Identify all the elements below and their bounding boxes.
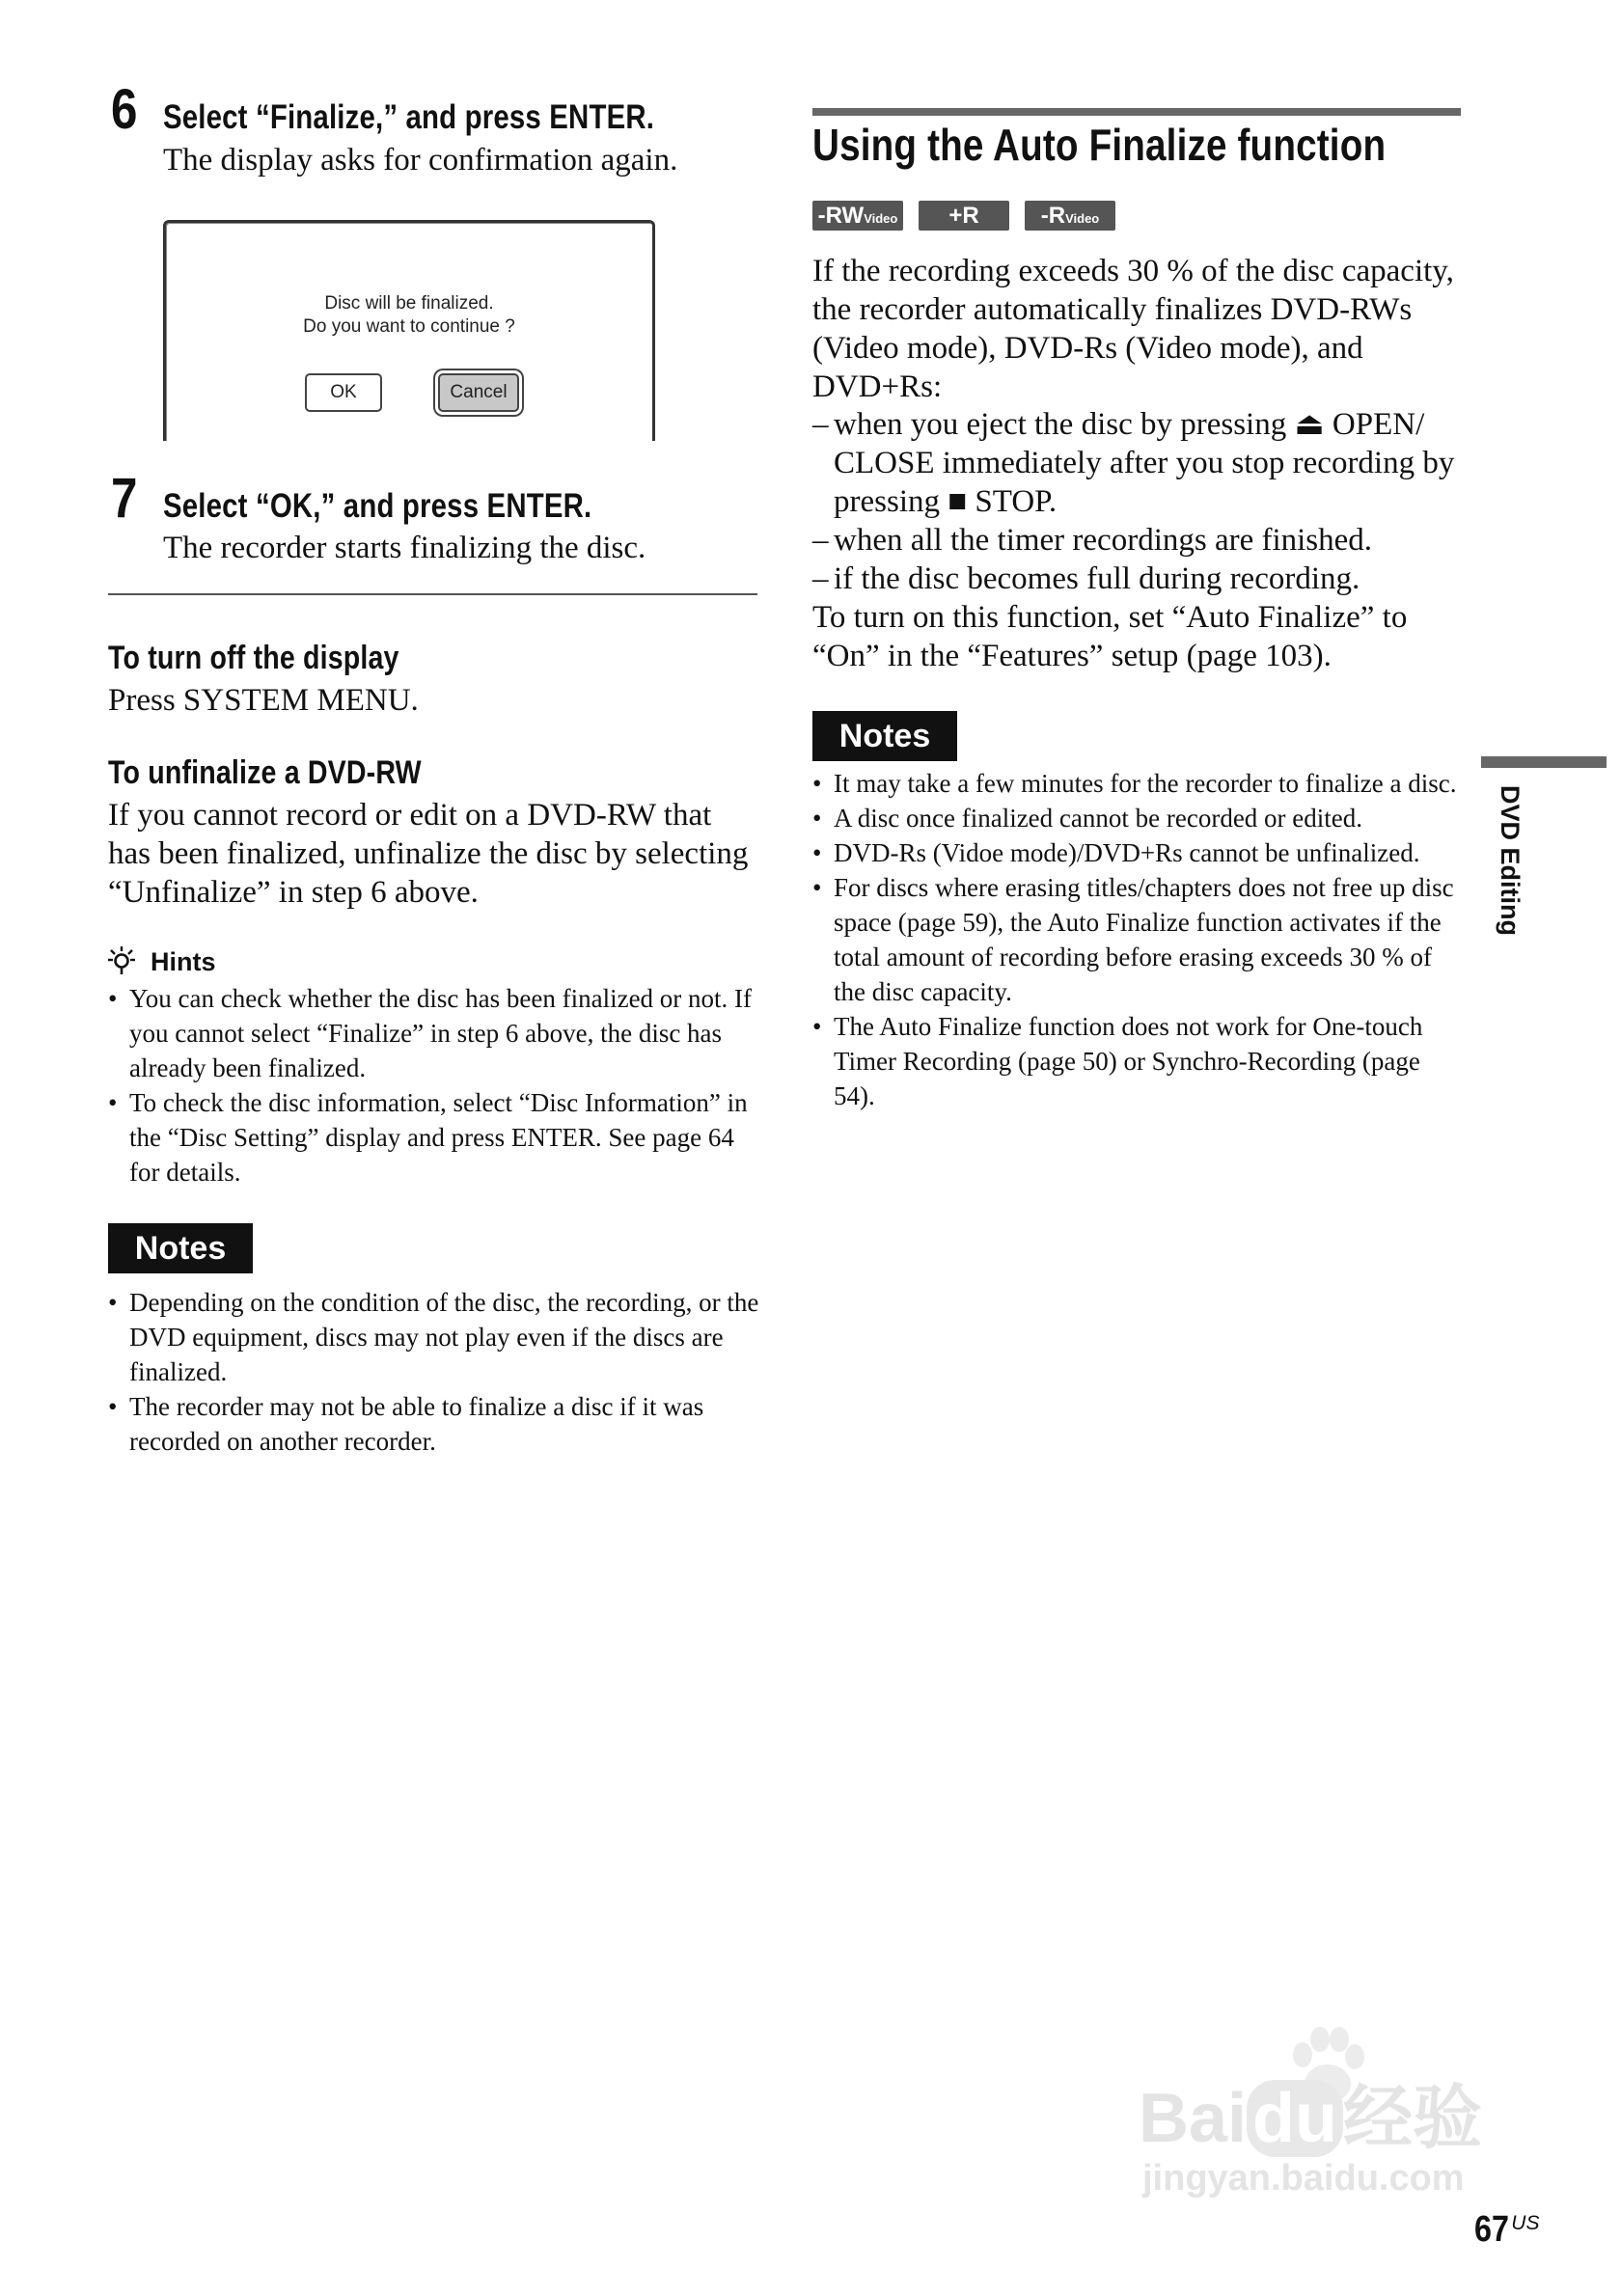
note-item: • It may take a few minutes for the recorder to finalize a disc. — [812, 766, 1465, 801]
turn-off-heading: To turn off the display — [108, 640, 399, 676]
watermark-jingyan: 经验 — [1343, 2080, 1483, 2157]
disc-badge-plus-r: +R — [919, 201, 1009, 231]
ok-button[interactable]: OK — [305, 373, 382, 412]
disc-badge-r-video: -RVideo — [1025, 201, 1115, 231]
condition-item: – when you eject the disc by pressing ⏏ OPEN/ CLOSE immediately after you stop recording by pressing ■ STOP. — [812, 405, 1465, 521]
hint-item: • To check the disc information, select “Disc Information” in the “Disc Setting” display and press ENTER. See page 64 for details. — [108, 1085, 760, 1189]
unfinalize-body: If you cannot record or edit on a DVD-RW that has been finalized, unfinalize the disc by selecting “Unfinalize” in step 6 above. — [108, 798, 749, 910]
auto-finalize-conditions — [812, 405, 1465, 598]
step-6-title: Select “Finalize,” and press ENTER. — [163, 98, 655, 136]
page-number: 67 US — [1474, 2209, 1540, 2250]
cancel-button[interactable]: Cancel — [438, 373, 519, 412]
unfinalize-heading: To unfinalize a DVD-RW — [108, 754, 422, 791]
section-side-tab — [1481, 756, 1607, 768]
auto-finalize-outro: To turn on this function, set “Auto Finalize” to “On” in the “Features” setup (page 103). — [812, 600, 1408, 673]
step-6-number: 6 — [111, 78, 138, 141]
section-side-label: DVD Editing — [1496, 785, 1525, 936]
screen-message-line-1: Disc will be finalized. — [324, 293, 494, 314]
step-7-body: The recorder starts finalizing the disc. — [163, 531, 646, 565]
hints-list — [108, 981, 760, 1189]
step-7-number: 7 — [111, 467, 138, 530]
step-6-body: The display asks for confirmation again. — [163, 143, 678, 178]
note-item: • The Auto Finalize function does not work for One-touch Timer Recording (page 50) or Synchro-Recording (page 54). — [812, 1009, 1465, 1113]
notes-list-right — [812, 766, 1465, 1113]
auto-finalize-heading: Using the Auto Finalize function — [812, 120, 1387, 170]
confirmation-screen — [163, 220, 655, 441]
heading-rule — [812, 108, 1461, 116]
baidu-watermark — [1139, 2026, 1525, 2209]
note-item: • Depending on the condition of the disc, the recording, or the DVD equipment, discs may not play even if the discs are finalized. — [108, 1285, 760, 1389]
condition-item: – when all the timer recordings are finished. — [812, 521, 1465, 560]
notes-list-left — [108, 1285, 760, 1459]
hints-label: Hints — [151, 947, 216, 976]
auto-finalize-intro: If the recording exceeds 30 % of the disc capacity, the recorder automatically finalizes DVD-RWs (Video mode), DVD-Rs (Video mode), and DVD+Rs: — [812, 254, 1454, 404]
disc-badge-rw-video: -RWVideo — [812, 201, 903, 231]
screen-message-line-2: Do you want to continue ? — [303, 316, 515, 337]
notes-badge-left: Notes — [108, 1223, 253, 1273]
note-item: • For discs where erasing titles/chapters does not free up disc space (page 59), the Auto Finalize function activates if the total amount of recording before erasing exceeds 30 % of the disc capacity. — [812, 870, 1465, 1009]
turn-off-body: Press SYSTEM MENU. — [108, 683, 419, 718]
hint-item: • You can check whether the disc has been finalized or not. If you cannot select “Finalize” in step 6 above, the disc has already been finalized. — [108, 981, 760, 1085]
watermark-du: du — [1247, 2080, 1343, 2157]
condition-item: – if the disc becomes full during recording. — [812, 560, 1465, 598]
step-7-title: Select “OK,” and press ENTER. — [163, 487, 592, 525]
notes-badge-right: Notes — [812, 711, 957, 761]
watermark-bai: Bai — [1139, 2080, 1248, 2157]
note-item: • DVD-Rs (Vidoe mode)/DVD+Rs cannot be unfinalized. — [812, 835, 1465, 870]
lightbulb-icon — [108, 945, 135, 976]
section-divider — [108, 593, 757, 595]
watermark-url: jingyan.baidu.com — [1142, 2158, 1465, 2199]
note-item: • The recorder may not be able to finalize a disc if it was recorded on another recorder. — [108, 1389, 760, 1459]
note-item: • A disc once finalized cannot be recorded or edited. — [812, 801, 1465, 835]
